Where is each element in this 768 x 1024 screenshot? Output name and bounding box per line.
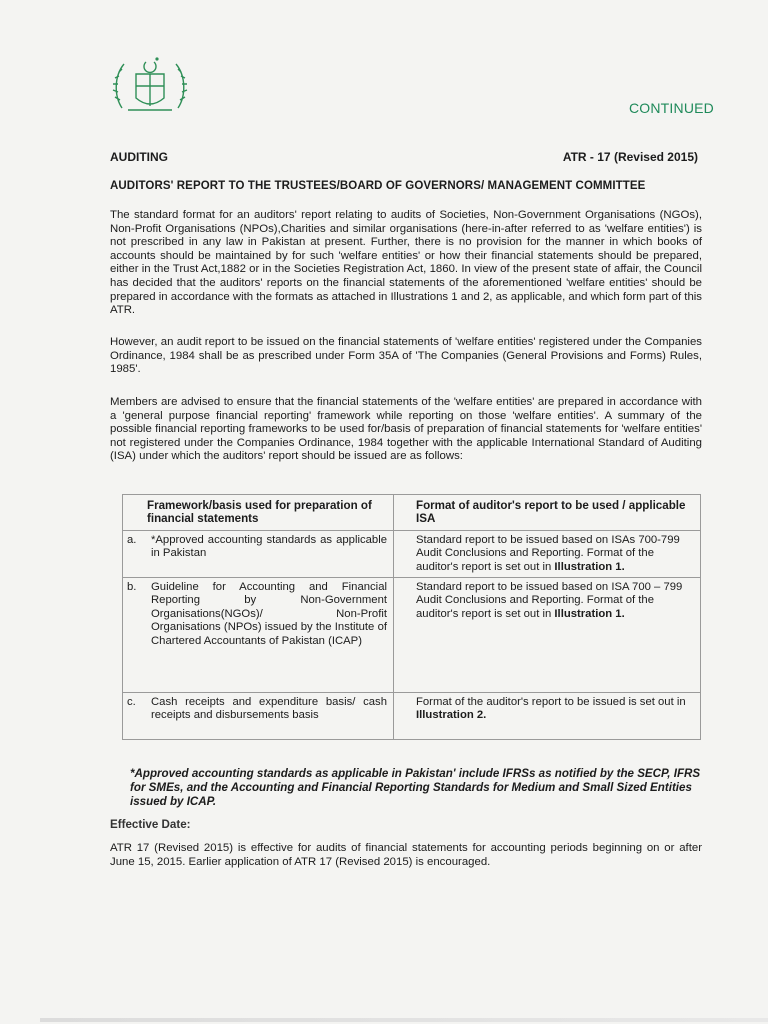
section-label: AUDITING xyxy=(110,150,168,164)
framework-cell: *Approved accounting standards as applicable in Pakistan xyxy=(143,530,394,577)
framework-table xyxy=(122,494,701,740)
paragraph-frameworks: Members are advised to ensure that the financial statements of the 'welfare entities' are prepared in accordance with a 'general purpose financial reporting' framework while reporting on those 'welfare entities'. A summary of the possible financial reporting frameworks to be used for/basis of preparation of financial statements for 'welfare entities' not registered under the Companies Ordinance, 1984 together with the applicable International Standard of Auditing (ISA) under which the auditors' report should be issued are as follows: xyxy=(110,396,702,463)
table-row xyxy=(123,530,701,577)
framework-cell: Cash receipts and expenditure basis/ cash receipts and disbursements basis xyxy=(143,693,394,740)
framework-column-header: Framework/basis used for preparation of financial statements xyxy=(123,495,394,531)
illustration-ref: Illustration 1. xyxy=(554,560,625,573)
framework-cell: Guideline for Accounting and Financial Reporting by Non-Government Organisations(NGOs)/ Non-Profit Organisations (NPOs) issued by the Institute of Chartered Accountants of Pakistan (ICAP) xyxy=(143,578,394,693)
illustration-ref: Illustration 1. xyxy=(554,607,625,620)
format-cell: Standard report to be issued based on ISAs 700-799 Audit Conclusions and Reporting. Format of the auditor's report is set out in Illustration 1. xyxy=(394,530,701,577)
paragraph-effective-date: ATR 17 (Revised 2015) is effective for audits of financial statements for accounting periods beginning on or after June 15, 2015. Earlier application of ATR 17 (Revised 2015) is encouraged. xyxy=(110,842,702,868)
document-header xyxy=(110,150,698,164)
revision-label: (Revised 2015) xyxy=(613,150,698,164)
row-letter: b. xyxy=(123,578,144,693)
illustration-ref: Illustration 2. xyxy=(416,709,487,722)
row-letter: c. xyxy=(123,693,144,740)
document-title: AUDITORS' REPORT TO THE TRUSTEES/BOARD OF GOVERNORS/ MANAGEMENT COMMITTEE xyxy=(110,180,646,192)
table-header-row xyxy=(123,495,701,531)
format-cell: Format of the auditor's report to be issued is set out in Illustration 2. xyxy=(394,693,701,740)
atr-number: ATR - 17 (Revised 2015) xyxy=(562,150,698,164)
paragraph-intro: The standard format for an auditors' report relating to audits of Societies, Non-Government Organisations (NGOs), Non-Profit Organisations (NPOs),Charities and similar organisations (here-in-after referred to as 'welfare entities') is not prescribed in any law in Pakistan at present. Further, there is no provision for the manner in which books of accounts should be maintained by for such 'welfare entities' or how their financial statements should be prepared, either in the Trust Act,1882 or in the Societies Registration Act, 1860. In view of the present state of affair, the Council has decided that the auditors' reports on the financial statements of the aforementioned 'welfare entities' should be prepared in accordance with the formats as attached in Illustrations 1 and 2, as applicable, and which form part of this ATR. xyxy=(110,209,703,317)
continued-label: CONTINUED xyxy=(628,100,714,116)
scan-edge xyxy=(40,1018,768,1022)
row-letter: a. xyxy=(123,530,144,577)
institute-crest-icon xyxy=(110,48,190,120)
effective-date-heading: Effective Date: xyxy=(110,818,191,831)
format-cell: Standard report to be issued based on ISA 700 – 799 Audit Conclusions and Reporting. Format of the auditor's report is set out in Illustration 1. xyxy=(394,578,701,693)
approved-standards-note: *Approved accounting standards as applicable in Pakistan' include IFRSs as notified by the SECP, IFRS for SMEs, and the Accounting and Financial Reporting Standards for Medium and Small Sized Entities issued by ICAP. xyxy=(130,767,701,808)
format-column-header: Format of auditor's report to be used / applicable ISA xyxy=(394,495,701,531)
paragraph-companies: However, an audit report to be issued on the financial statements of 'welfare entities' registered under the Companies Ordinance, 1984 shall be as prescribed under Form 35A of 'The Companies (General Provisions and Forms) Rules, 1985'. xyxy=(110,336,702,376)
table-row xyxy=(123,578,701,693)
table-row xyxy=(123,693,701,740)
